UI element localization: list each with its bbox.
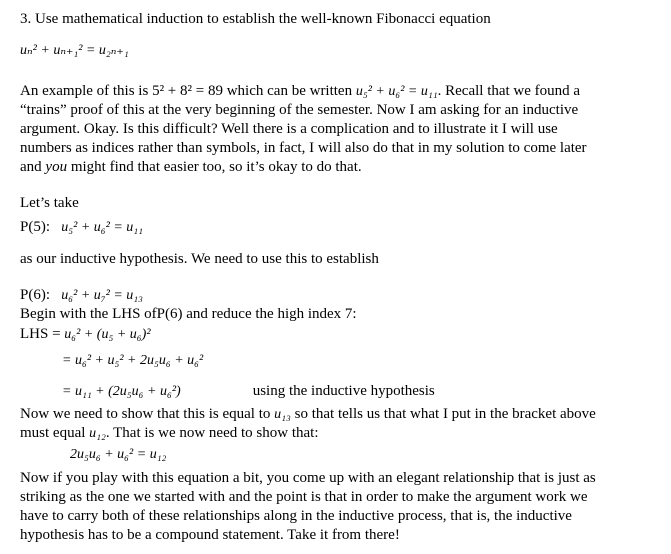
target-equation: 2u₅u₆ + u₆² = u₁₂ [70,447,167,462]
hypothesis-line: as our inductive hypothesis. We need to use this to establish [20,251,379,267]
p6-label: P(6): [20,287,50,303]
lets-take-line: Let’s take [20,195,79,211]
final-line: striking as the one we started with and the point is that in order to make the argument work we [20,489,588,505]
paragraph-line: argument. Okay. Is this difficult? Well there is a complication and to illustrate it I will use [20,121,558,137]
final-line: have to carry both of these relationships along in the inductive process, that is, the inductive [20,508,572,524]
emphasis-you: you [45,159,68,175]
justification-note: using the inductive hypothesis [252,383,435,399]
lhs-line-1: LHS = u₆² + (u₅ + u₆)² [20,326,151,342]
p6-equation: u₆² + u₇² = u₁₃ [61,288,144,303]
p5-equation: u₅² + u₆² = u₁₁ [61,220,144,235]
p6-statement [20,286,143,305]
final-line: hypothesis has to be a compound statement. Take it from there! [20,527,400,543]
problem-heading: 3. Use mathematical induction to establish the well-known Fibonacci equation [20,11,491,27]
show-line-1: Now we need to show that this is equal to u₁₃ so that tells us that what I put in the bracket above [20,406,596,422]
fibonacci-identity: uₙ² + uₙ₊₁² = u₂ₙ₊₁ [20,43,129,58]
p5-statement [20,218,143,237]
begin-line: Begin with the LHS ofP(6) and reduce the high index 7: [20,306,357,322]
final-line: Now if you play with this equation a bit, you come up with an elegant relationship that is just as [20,470,596,486]
show-line-2: must equal u₁₂. That is we now need to show that: [20,425,319,441]
lhs-line-2: = u₆² + u₅² + 2u₅u₆ + u₆² [62,353,204,368]
p5-label: P(5): [20,219,50,235]
lhs-line-3: = u₁₁ + (2u₅u₆ + u₆²) using the inductive hypothesis [62,383,435,399]
paragraph-line: numbers as indices rather than symbols, in fact, I will also do that in my solution to come later [20,140,587,156]
example-equation: u₅² + u₆² = u₁₁ [355,84,438,99]
paragraph-line: An example of this is 5² + 8² = 89 which can be written u₅² + u₆² = u₁₁. Recall that we found a [20,83,581,99]
paragraph-line: “trains” proof of this at the very beginning of the semester. Now I am asking for an inductive [20,102,579,118]
paragraph-line: and you might find that easier too, so it’s okay to do that. [20,159,362,175]
